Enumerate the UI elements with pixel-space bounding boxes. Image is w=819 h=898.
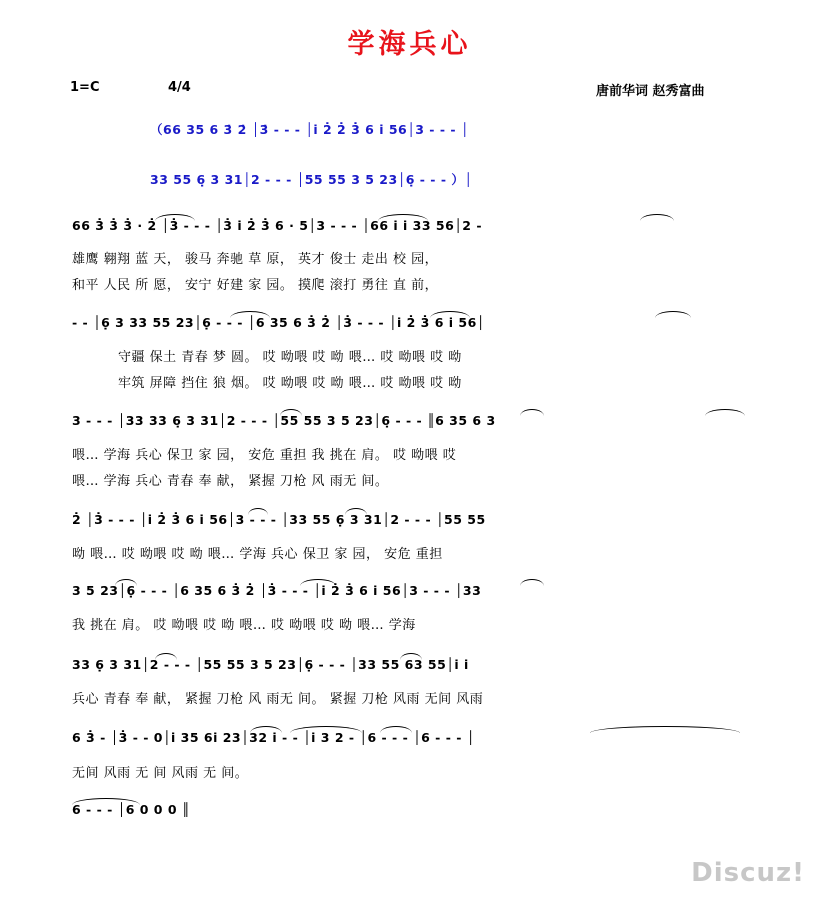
- slur: [230, 311, 270, 318]
- slur: [72, 798, 140, 805]
- slur: [250, 726, 282, 733]
- lyric-line-7: 无间 风雨 无 间 风雨 无 间。: [72, 766, 249, 781]
- slur: [380, 726, 412, 733]
- page-title: 学海兵心: [347, 29, 472, 60]
- score-line-1: 66 3̇ 3̇ 3̇ · 2̇ │3̇ - - - │3̇ i 2̇ 3̇ 6 · 5│3 - - - │66 i i 33 56│2 -: [72, 218, 483, 233]
- lyric-line-2b: 牢筑 屏障 挡住 狼 烟。 哎 呦喂 哎 呦 喂… 哎 呦喂 哎 呦: [118, 376, 462, 391]
- slur: [345, 508, 367, 515]
- slur: [640, 214, 674, 221]
- score-line-4: 2̇ │3̇ - - - │i 2̇ 3̇ 6 i 56│3 - - - │33 55 6̣ 3 31│2 - - - │55 55: [72, 512, 486, 527]
- key-signature: 1=C: [70, 80, 100, 95]
- slur: [520, 409, 544, 416]
- slur: [590, 726, 740, 733]
- slur: [378, 214, 428, 221]
- lyric-line-2a: 守疆 保土 青春 梦 圆。 哎 呦喂 哎 呦 喂… 哎 呦喂 哎 呦: [118, 350, 462, 365]
- lyric-line-5: 我 挑在 肩。 哎 呦喂 哎 呦 喂… 哎 呦喂 哎 呦 喂… 学海: [72, 618, 416, 633]
- slur: [290, 726, 362, 733]
- slur: [655, 311, 691, 318]
- score-line-8: 6 - - - │6 0 0 0 ║: [72, 802, 190, 817]
- slur: [400, 653, 422, 660]
- time-signature: 4/4: [168, 80, 191, 95]
- lyric-line-3a: 喂… 学海 兵心 保卫 家 园， 安危 重担 我 挑在 肩。 哎 呦喂 哎: [72, 448, 457, 463]
- slur: [248, 508, 268, 515]
- lyric-line-1b: 和平 人民 所 愿， 安宁 好建 家 园。 摸爬 滚打 勇往 直 前，: [72, 278, 439, 293]
- score-line-7: 6 3̇ - │3̇ - - 0│i 35 6i 23│32 i - - │i 3 2 - │6 - - - │6 - - - │: [72, 730, 475, 745]
- credits: 唐前华词 赵秀富曲: [596, 84, 705, 99]
- score-line-5: 3 5 23│6̣ - - - │6 35 6 3̇ 2̇ │3̇ - - - │i 2̇ 3̇ 6 i 56│3 - - - │33: [72, 583, 482, 598]
- score-line-6: 33 6̣ 3 31│2 - - - │55 55 3 5 23│6̣ - - - │33 55 63 55│i i: [72, 657, 469, 672]
- slur: [115, 579, 137, 586]
- intro-line-2: 33 55 6̣ 3 31│2 - - - │55 55 3 5 23│6̣ - - - ）│: [150, 172, 473, 187]
- slur: [155, 653, 177, 660]
- lyric-line-6: 兵心 青春 奉 献， 紧握 刀枪 风 雨无 间。 紧握 刀枪 风雨 无间 风雨: [72, 692, 484, 707]
- score-line-2: - - │6̣ 3 33 55 23│6̣ - - - │6 35 6 3̇ 2̇ │3̇ - - - │i 2̇ 3̇ 6 i 56│: [72, 315, 485, 330]
- slur: [430, 311, 470, 318]
- slur: [520, 579, 544, 586]
- intro-line-1: （66 35 6 3̇ 2̇ │3̇ - - - │i 2̇ 2̇ 3̇ 6 i 56│3 - - - │: [150, 122, 469, 137]
- slur: [155, 214, 195, 221]
- slur: [705, 409, 745, 416]
- watermark: Discuz!: [691, 858, 805, 888]
- lyric-line-1a: 雄鹰 翱翔 蓝 天， 骏马 奔驰 草 原， 英才 俊士 走出 校 园，: [72, 252, 439, 267]
- lyric-line-3b: 喂… 学海 兵心 青春 奉 献， 紧握 刀枪 风 雨无 间。: [72, 474, 389, 489]
- lyric-line-4: 呦 喂… 哎 呦喂 哎 呦 喂… 学海 兵心 保卫 家 园， 安危 重担: [72, 547, 443, 562]
- slur: [300, 579, 336, 586]
- slur: [280, 409, 302, 416]
- score-line-3: 3 - - - │33 33 6̣ 3 31│2 - - - │55 55 3 5 23│6̣ - - - ║6 35 6 3: [72, 413, 496, 428]
